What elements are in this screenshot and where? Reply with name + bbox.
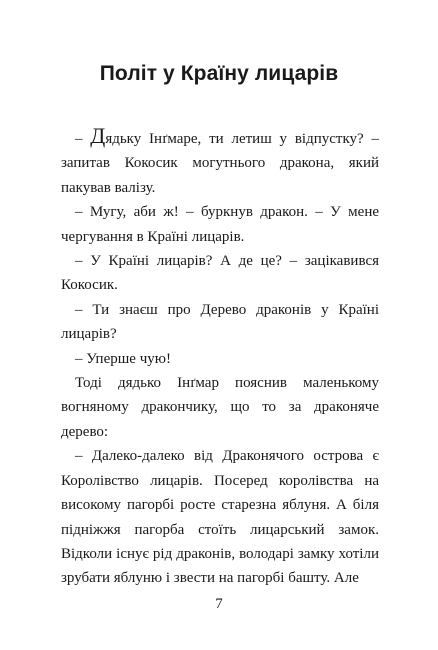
- drop-cap: Д: [90, 123, 106, 148]
- paragraph-1-lead: –: [75, 131, 91, 147]
- chapter-title: Політ у Країну лицарів: [99, 62, 339, 85]
- page-number: 7: [215, 596, 223, 612]
- paragraph-3: – У Країні лицарів? А де це? – зацікавився Кокосик.: [61, 253, 379, 294]
- paragraph-4: – Ти знаєш про Дерево драконів у Країні лицарів?: [61, 301, 379, 343]
- paragraph-2: – Мугу, аби ж! – буркнув дракон. – У мене чергування в Країні лицарів.: [61, 204, 379, 245]
- paragraph-7: – Далеко-далеко від Драконячого острова є Королівство лицарів. Посеред королівства на високому пагорбі росте старезна яблуня. А біля підніжжя пагорба стоїть лицарський замок. Відколи існує рід драконів, володарі замку хотіли зрубати яблуню і звести на пагорбі башту. Але: [61, 448, 379, 587]
- paragraph-1-text: ядьку Інґмаре, ти летиш у відпустку? – запитав Кокосик могутнього дракона, який пакував валізу.: [61, 131, 379, 196]
- body-text: [61, 123, 379, 591]
- paragraph-6: Тоді дядько Інґмар пояснив маленькому вогняному дракончику, що то за драконяче дерево:: [61, 375, 379, 440]
- paragraph-1: [61, 123, 379, 200]
- paragraph-5: – Уперше чую!: [75, 350, 171, 367]
